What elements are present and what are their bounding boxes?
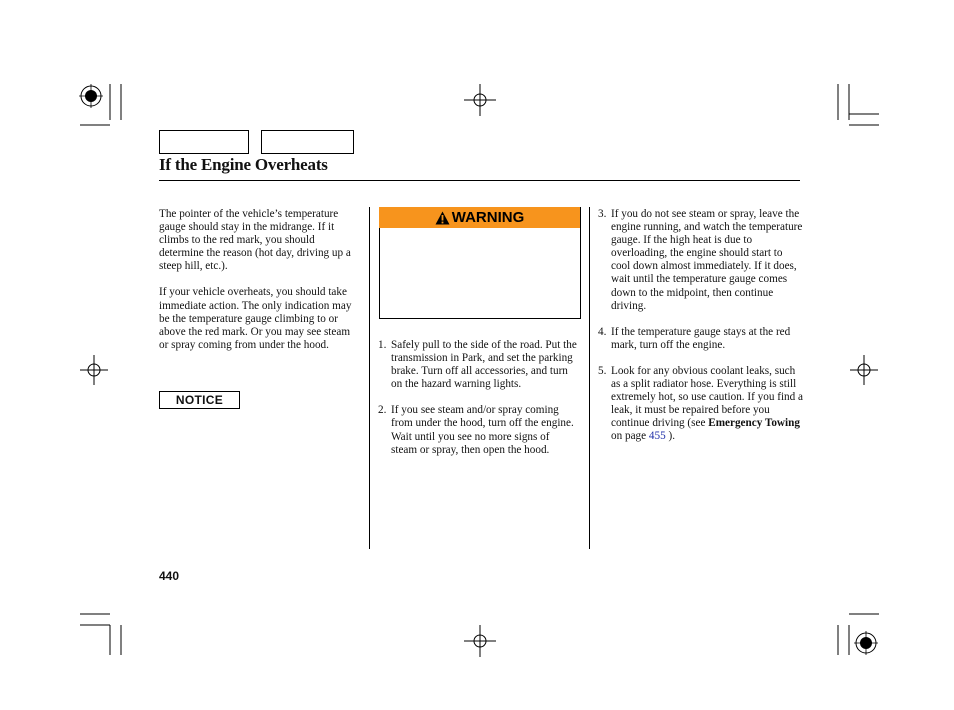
middle-column: [378, 339, 578, 457]
left-column: [159, 208, 361, 352]
step-text: [611, 365, 803, 442]
notice-badge: NOTICE: [159, 391, 240, 409]
nav-tab-2[interactable]: [261, 130, 354, 154]
page-link[interactable]: 455: [648, 430, 666, 443]
registration-target-icon: [854, 631, 878, 655]
emergency-towing-ref: Emergency Towing: [708, 417, 800, 430]
overheat-paragraph: If your vehicle overheats, you should take immediate action. The only indication may be the temperature gauge climbing to or above the red mark. Or you may see steam or spray coming from under the hood.: [159, 286, 352, 351]
column-divider: [589, 207, 590, 549]
list-item: [378, 339, 578, 391]
step-number: 1.: [378, 339, 387, 351]
crosshair-icon: [80, 355, 108, 385]
title-rule: [159, 180, 800, 181]
registration-target-icon: [79, 84, 103, 108]
column-divider: [369, 207, 370, 549]
step-number: 2.: [378, 404, 387, 417]
crosshair-icon: [464, 625, 496, 657]
page-number: 440: [159, 569, 180, 583]
list-item: [598, 365, 804, 444]
intro-paragraph: The pointer of the vehicle’s temperature gauge should stay in the midrange. If it climbs to the red mark, you should determine the reason (hot day, driving up a steep hill, etc.).: [159, 208, 351, 273]
nav-tab-1[interactable]: [159, 130, 249, 154]
crosshair-icon: [464, 84, 496, 116]
warning-header: [379, 207, 580, 228]
step-number: 4.: [598, 325, 607, 338]
list-item: [378, 404, 578, 456]
right-column: [598, 208, 804, 444]
step-number: 5.: [598, 364, 607, 377]
list-item: [598, 326, 804, 352]
warning-triangle-icon: [435, 211, 450, 225]
step-text: If the temperature gauge stays at the red mark, turn off the engine.: [611, 325, 791, 351]
step-text-part: ).: [665, 430, 676, 443]
list-item: [598, 208, 804, 313]
page-title: If the Engine Overheats: [159, 155, 328, 174]
step-text: If you do not see steam or spray, leave the engine running, and watch the temperature gauge. If the high heat is due to overloading, the engine should start to cool down almost immediately. If it does, wait until the temperature gauge comes down to the midpoint, then continue driving.: [611, 208, 803, 312]
warning-label: WARNING: [451, 209, 525, 226]
step-text-part: on page: [611, 430, 649, 443]
step-text: If you see steam and/or spray coming from under the hood, turn off the engine. Wait until you see no more signs of steam or spray, then open the hood.: [391, 404, 574, 456]
step-text: Safely pull to the side of the road. Put the transmission in Park, and set the parking brake. Turn off all accessories, and turn on the hazard warning lights.: [391, 339, 577, 391]
step-text-part: Look for any obvious coolant leaks, such as a split radiator hose. Everything is still extremely hot, so use caution. If you find a leak, it must be repaired before you continue driving (see: [611, 364, 804, 430]
crosshair-icon: [850, 355, 878, 385]
step-number: 3.: [598, 208, 607, 220]
